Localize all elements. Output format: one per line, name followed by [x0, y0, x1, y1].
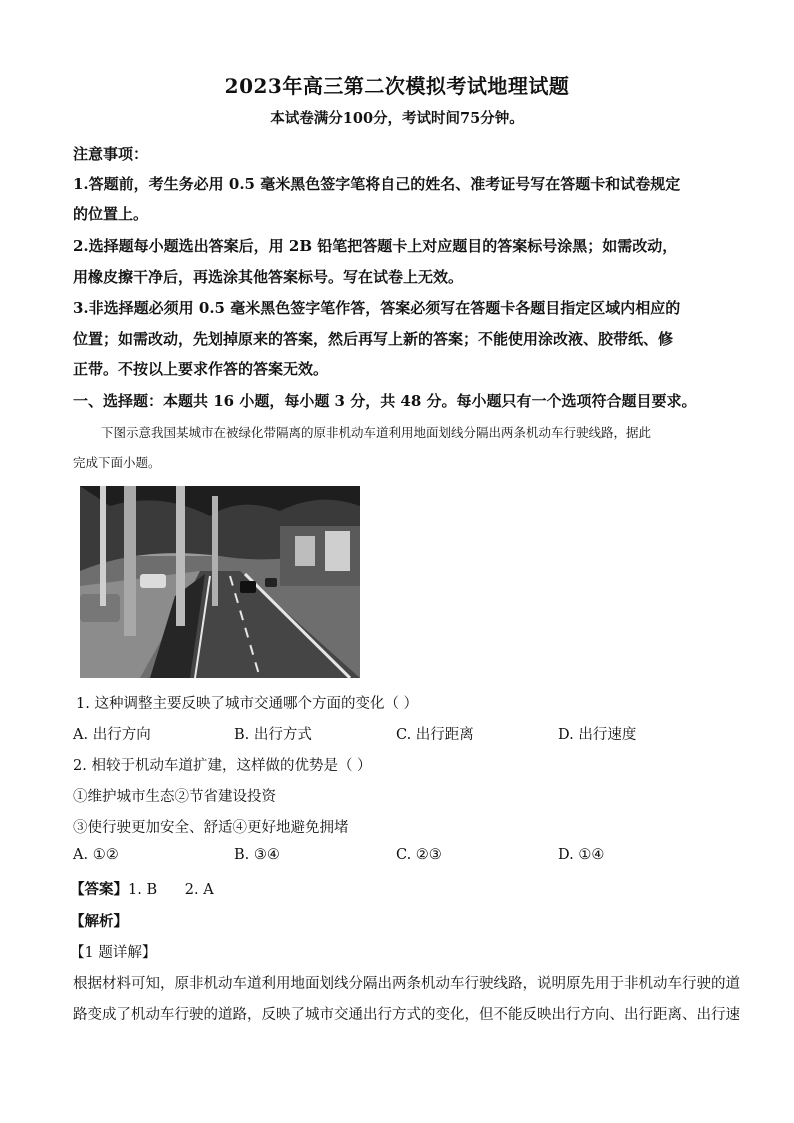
q2-option-d[interactable]: D. ①④ [558, 847, 605, 863]
q2-item: ①维护城市生态②节省建设投资 [73, 789, 276, 805]
analysis-subheading: 【1 题详解】 [70, 945, 157, 961]
q1-option-a[interactable]: A. 出行方向 [73, 727, 151, 743]
exam-subtitle: 本试卷满分100分，考试时间75分钟。 [270, 110, 524, 127]
q2-option-c[interactable]: C. ②③ [396, 847, 442, 863]
answer-value: 1. B 2. A [128, 882, 214, 898]
notes-line: 用橡皮擦干净后，再选涂其他答案标号。写在试卷上无效。 [73, 268, 464, 286]
q1-option-d[interactable]: D. 出行速度 [558, 727, 637, 743]
notes-line: 1.答题前，考生务必用 0.5 毫米黑色签字笔将自己的姓名、准考证号写在答题卡和试卷规定 [73, 175, 681, 193]
q1-option-c[interactable]: C. 出行距离 [396, 727, 474, 743]
section-heading: 一、选择题：本题共 16 小题，每小题 3 分，共 48 分。每小题只有一个选项符合题目要求。 [73, 392, 697, 410]
page-title: 2023年高三第二次模拟考试地理试题 [224, 74, 570, 98]
analysis-label: 【解析】 [70, 913, 128, 930]
notes-line: 正带。不按以上要求作答的答案无效。 [73, 360, 329, 378]
question-intro: 完成下面小题。 [73, 455, 161, 470]
notes-line: 的位置上。 [73, 205, 149, 223]
question-2-stem: 2. 相较于机动车道扩建，这样做的优势是（ ） [73, 758, 372, 774]
q2-option-b[interactable]: B. ③④ [234, 847, 280, 863]
analysis-line: 路变成了机动车行驶的道路，反映了城市交通出行方式的变化，但不能反映出行方向、出行距离、出行速 [73, 1007, 740, 1023]
answer-line [70, 878, 214, 899]
question-intro: 下图示意我国某城市在被绿化带隔离的原非机动车道利用地面划线分隔出两条机动车行驶线路，据此 [101, 425, 652, 440]
q2-option-a[interactable]: A. ①② [73, 847, 119, 863]
q1-option-b[interactable]: B. 出行方式 [234, 727, 312, 743]
notes-heading: 注意事项： [73, 145, 149, 163]
analysis-line: 根据材料可知，原非机动车道利用地面划线分隔出两条机动车行驶线路，说明原先用于非机动车行驶的道 [73, 976, 740, 992]
notes-line: 3.非选择题必须用 0.5 毫米黑色签字笔作答，答案必须写在答题卡各题目指定区域内相应的 [73, 299, 681, 317]
street-photo [80, 486, 360, 678]
answer-label: 【答案】 [70, 881, 128, 898]
q2-item: ③使行驶更加安全、舒适④更好地避免拥堵 [73, 820, 349, 836]
question-1-stem: 1. 这种调整主要反映了城市交通哪个方面的变化（ ） [76, 696, 419, 712]
notes-line: 2.选择题每小题选出答案后，用 2B 铅笔把答题卡上对应题目的答案标号涂黑；如需改动， [73, 237, 678, 255]
notes-line: 位置；如需改动，先划掉原来的答案，然后再写上新的答案；不能使用涂改液、胶带纸、修 [73, 330, 674, 348]
street-photo-drawing [80, 486, 360, 678]
